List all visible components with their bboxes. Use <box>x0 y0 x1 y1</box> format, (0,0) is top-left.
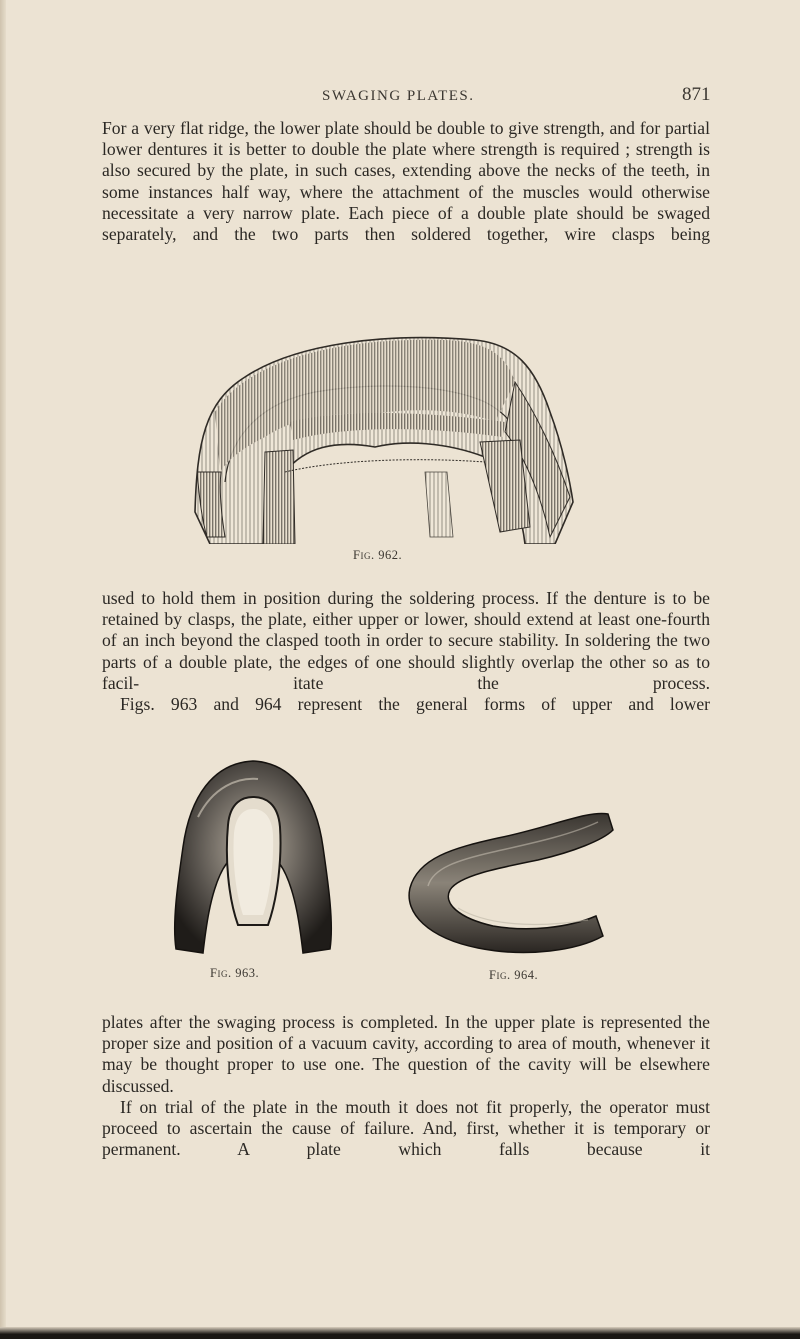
figure-963-caption: Fig. 963. <box>210 966 260 980</box>
figure-964-caption: Fig. 964. <box>489 968 539 982</box>
figure-964-illustration <box>398 808 618 960</box>
figure-963-illustration <box>168 757 338 957</box>
page-number: 871 <box>682 84 711 105</box>
paragraph-2: used to hold them in position during the soldering process. If the denture is to be retained by clasps, the plate, either upper or lower, should extend at least one-fourth of an inch beyond the clasped tooth in order to secure stability. In soldering the two parts of a double plate, the edges of one should slightly overlap the other so as to facil- itate the process. <box>102 588 710 693</box>
paragraph-3: Figs. 963 and 964 represent the general forms of upper and lower <box>120 694 710 714</box>
page-header <box>0 84 800 112</box>
page-bottom-edge <box>0 1327 800 1339</box>
paragraph-5: If on trial of the plate in the mouth it does not fit properly, the operator must proceed to ascertain the cause of failure. And, first, whether it is temporary or permanent. A plate which falls because it <box>102 1097 710 1160</box>
paragraph-1: For a very flat ridge, the lower plate should be double to give strength, and for partial lower dentures it is better to double the plate where strength is required ; strength is also secured by the plate, in such cases, extending above the necks of the teeth, in some instances half way, where the attachment of the muscles would otherwise necessitate a very narrow plate. Each piece of a double plate should be swaged separately, and the two parts then soldered together, wire clasps being <box>102 118 710 245</box>
paragraph-4: plates after the swaging process is completed. In the upper plate is represented the proper size and position of a vacuum cavity, according to area of mouth, whenever it may be thought proper to use one. The question of the cavity will be elsewhere discussed. <box>102 1012 710 1096</box>
running-head: SWAGING PLATES. <box>322 88 475 104</box>
page-edge <box>0 0 6 1339</box>
figure-962-illustration <box>185 322 575 544</box>
figure-962-caption: Fig. 962. <box>353 548 403 562</box>
